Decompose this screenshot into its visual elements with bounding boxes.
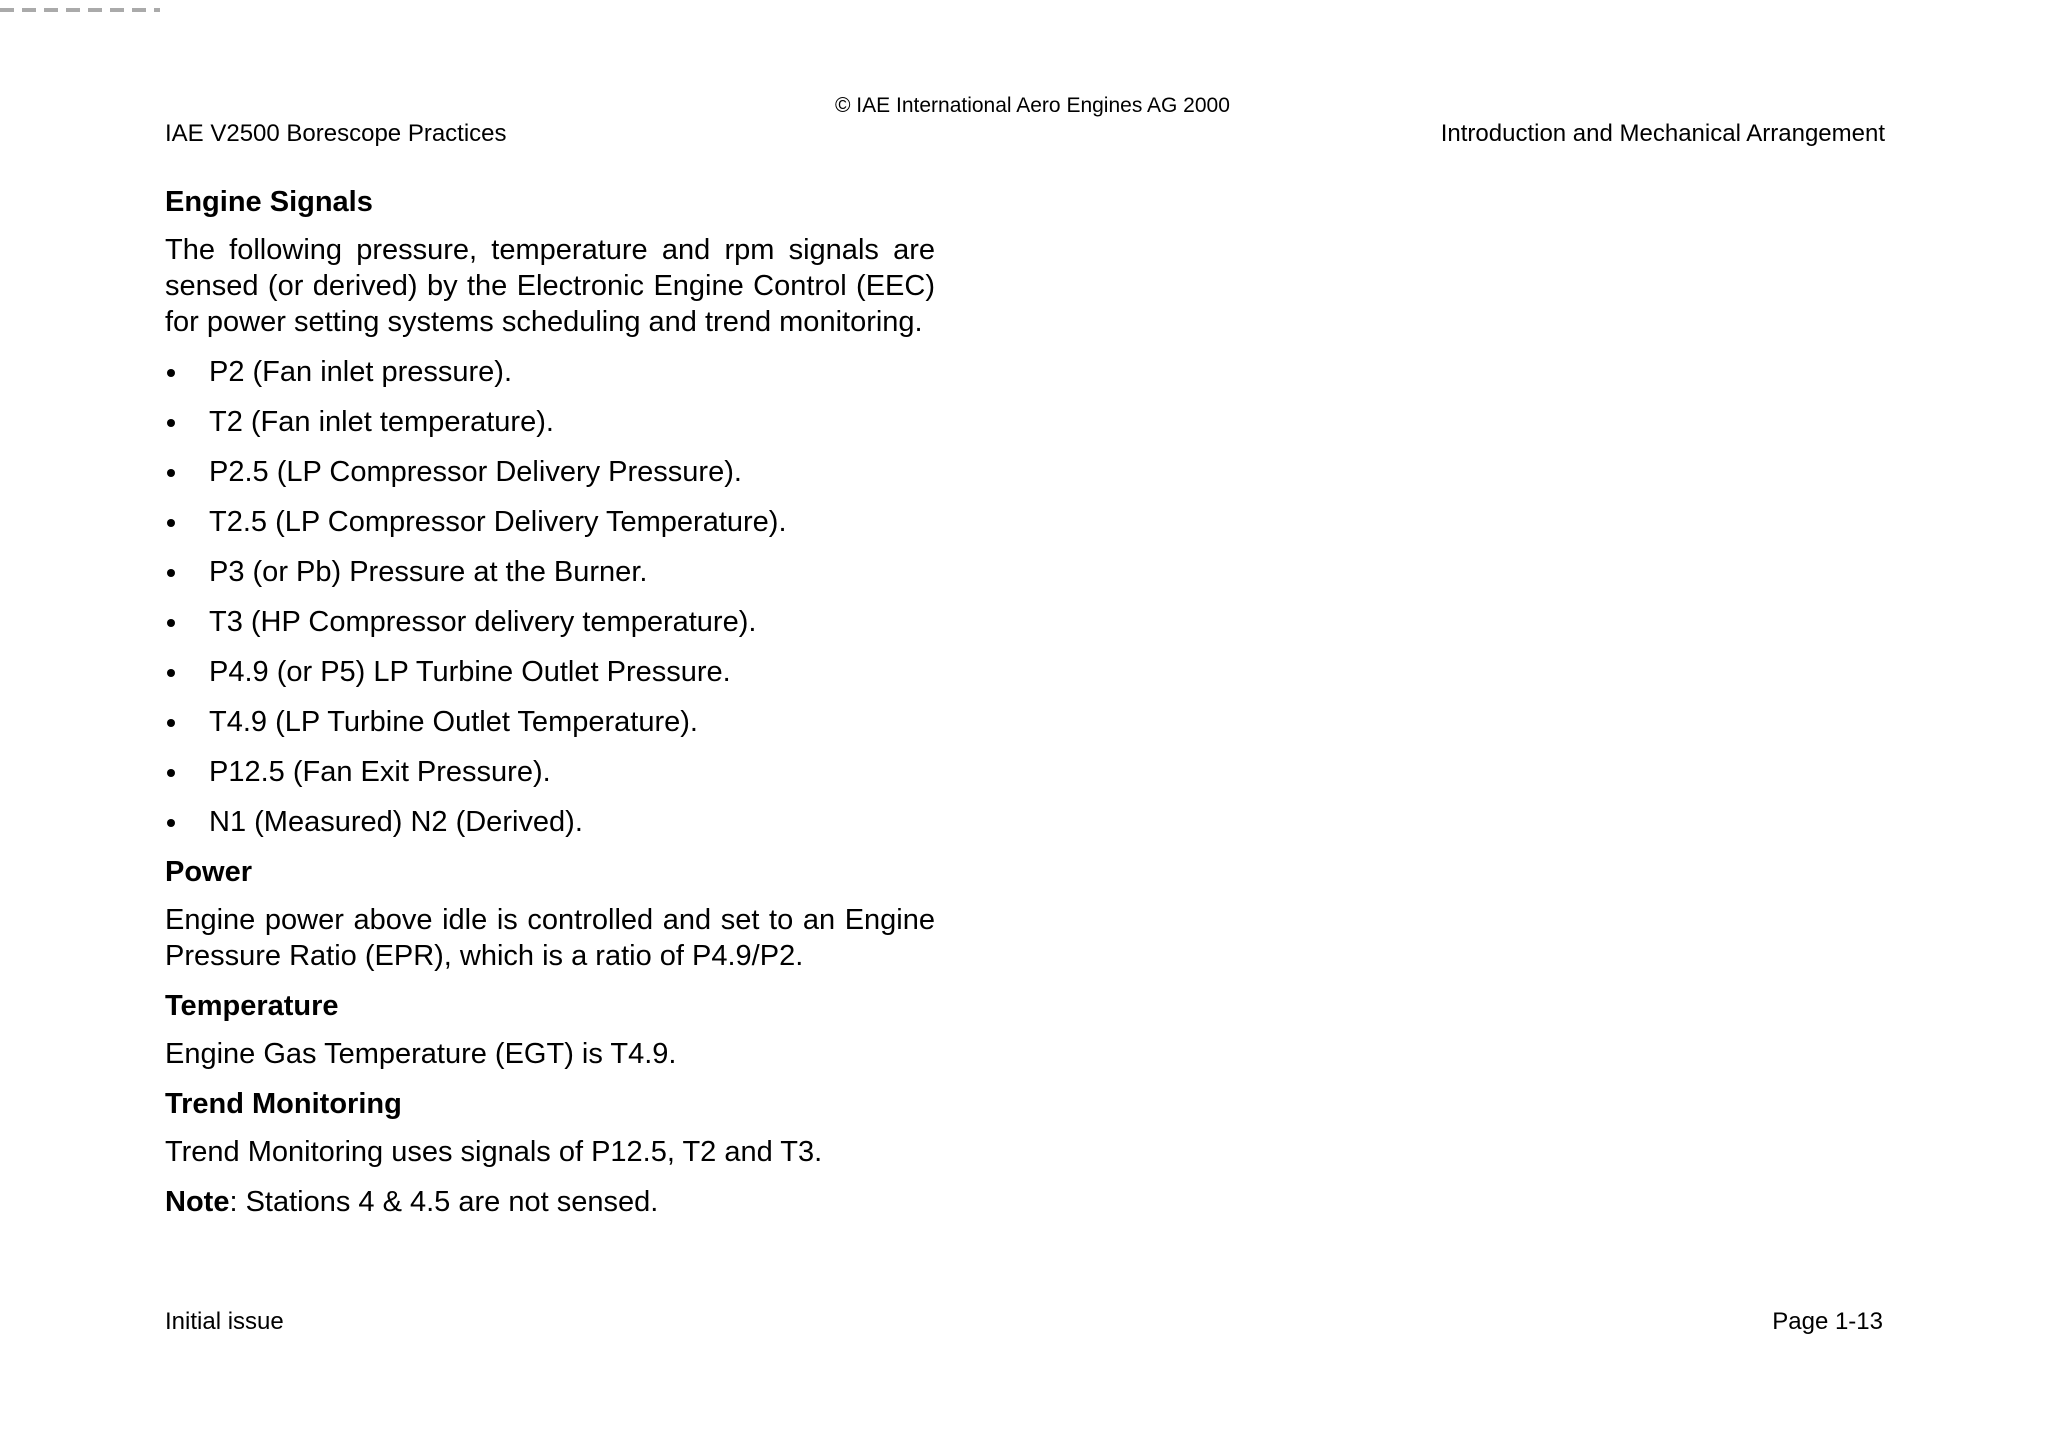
list-item-text: P2 (Fan inlet pressure).: [209, 356, 513, 388]
copyright-notice: © IAE International Aero Engines AG 2000: [835, 94, 1230, 117]
document-title: IAE V2500 Borescope Practices: [165, 120, 507, 147]
list-item: [165, 754, 935, 790]
note-label: Note: [165, 1186, 230, 1218]
bullet-icon: [167, 769, 175, 777]
bullet-icon: [167, 369, 175, 377]
engine-signals-intro: The following pressure, temperature and rpm signals are sensed (or derived) by the Electronic Engine Control (EEC) for power setting systems scheduling and trend monitoring.: [165, 234, 935, 338]
scan-artifact: [0, 8, 160, 12]
bullet-icon: [167, 519, 175, 527]
bullet-icon: [167, 469, 175, 477]
issue-label: Initial issue: [165, 1308, 284, 1335]
list-item-text: P3 (or Pb) Pressure at the Burner.: [209, 556, 648, 588]
list-item-text: T2 (Fan inlet temperature).: [209, 406, 554, 438]
bullet-icon: [167, 819, 175, 827]
list-item: [165, 604, 935, 640]
bullet-icon: [167, 719, 175, 727]
trend-monitoring-heading: Trend Monitoring: [165, 1088, 402, 1120]
chapter-title: Introduction and Mechanical Arrangement: [1440, 120, 1885, 147]
bullet-icon: [167, 419, 175, 427]
power-text: Engine power above idle is controlled and set to an Engine Pressure Ratio (EPR), which is a ratio of P4.9/P2.: [165, 904, 935, 972]
page-number: Page 1-13: [1772, 1308, 1883, 1335]
note-text: : Stations 4 & 4.5 are not sensed.: [229, 1186, 659, 1218]
list-item: [165, 554, 935, 590]
list-item-text: T3 (HP Compressor delivery temperature).: [209, 606, 757, 638]
list-item: [165, 354, 935, 390]
bullet-icon: [167, 669, 175, 677]
bullet-icon: [167, 619, 175, 627]
list-item: [165, 704, 935, 740]
list-item-text: T4.9 (LP Turbine Outlet Temperature).: [209, 706, 698, 738]
list-item-text: P12.5 (Fan Exit Pressure).: [209, 756, 551, 788]
list-item: [165, 454, 935, 490]
temperature-heading: Temperature: [165, 990, 339, 1022]
list-item-text: P2.5 (LP Compressor Delivery Pressure).: [209, 456, 742, 488]
bullet-icon: [167, 569, 175, 577]
list-item-text: T2.5 (LP Compressor Delivery Temperature).: [209, 506, 787, 538]
list-item: [165, 404, 935, 440]
note: [165, 1184, 935, 1220]
list-item-text: N1 (Measured) N2 (Derived).: [209, 806, 583, 838]
list-item-text: P4.9 (or P5) LP Turbine Outlet Pressure.: [209, 656, 731, 688]
list-item: [165, 654, 935, 690]
power-heading: Power: [165, 856, 253, 888]
trend-monitoring-text: Trend Monitoring uses signals of P12.5, T2 and T3.: [165, 1136, 823, 1168]
page-content: [165, 184, 935, 1220]
engine-signals-heading: Engine Signals: [165, 186, 373, 218]
engine-signals-list: [165, 354, 935, 840]
list-item: [165, 804, 935, 840]
list-item: [165, 504, 935, 540]
temperature-text: Engine Gas Temperature (EGT) is T4.9.: [165, 1038, 677, 1070]
